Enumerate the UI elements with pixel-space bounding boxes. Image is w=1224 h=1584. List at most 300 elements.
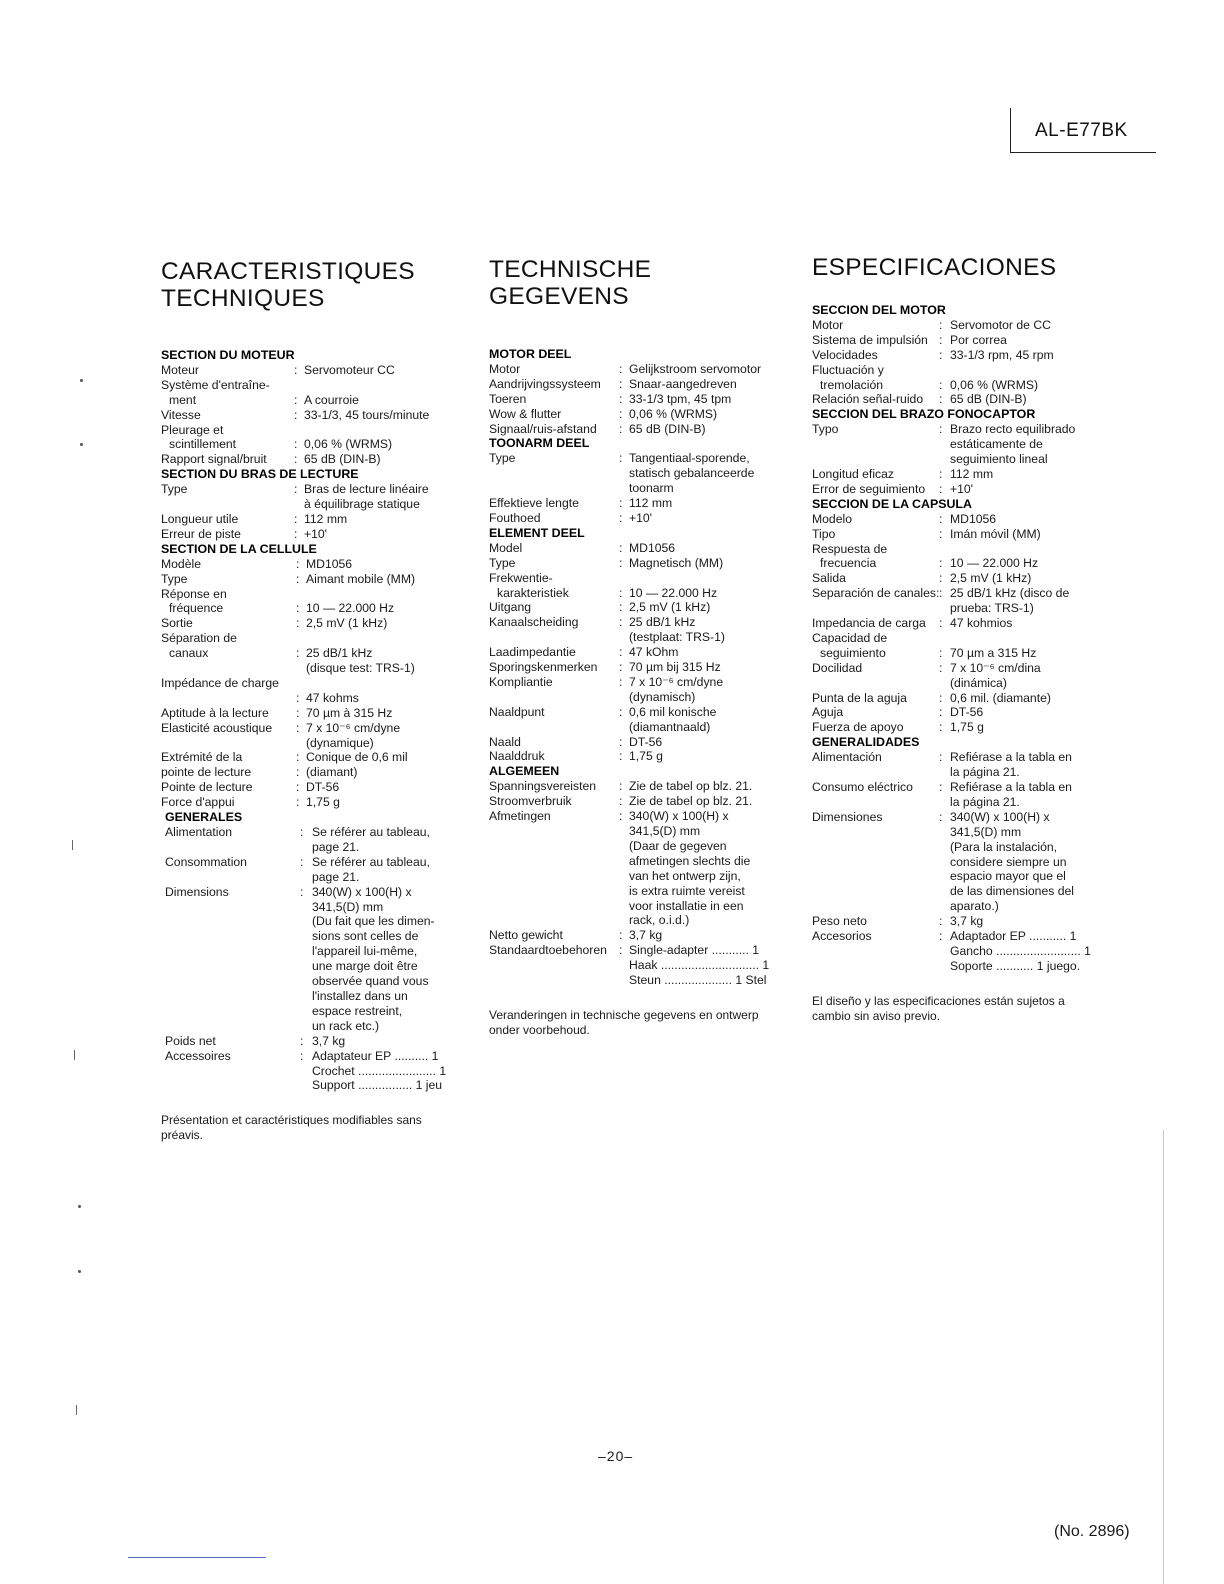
spec-value: 33-1/3 rpm, 45 rpm [950, 347, 1054, 362]
page-number: –20– [598, 1448, 634, 1464]
spec-colon: : [939, 809, 943, 824]
spec-row [161, 378, 461, 393]
spec-value: 0,06 % (WRMS) [629, 406, 718, 421]
spec-value: Adaptador EP ........... 1 [950, 929, 1077, 944]
spec-colon: : [294, 452, 298, 467]
spec-colon: : [619, 406, 623, 421]
spec-colon: : [939, 690, 943, 705]
french-section-arm: SECTION DU BRAS DE LECTURE [161, 467, 359, 482]
spec-value: MD1056 [306, 556, 353, 571]
spec-row [161, 706, 461, 721]
spec-label: Dimensiones [812, 809, 883, 824]
scan-speck [72, 840, 73, 850]
spec-colon: : [619, 749, 623, 764]
spec-row [812, 571, 1102, 586]
spec-row [812, 437, 1102, 452]
spec-row [812, 586, 1102, 601]
spec-colon: : [619, 645, 623, 660]
french-section-general: GENERALES [165, 810, 243, 825]
spec-value: 0,06 % (WRMS) [304, 437, 393, 452]
spec-colon: : [939, 511, 943, 526]
spec-row [165, 929, 461, 944]
dutch-section-arm: TOONARM DEEL [489, 436, 590, 451]
spec-label: Tipo [812, 526, 836, 541]
spec-row [161, 452, 461, 467]
spec-colon: : [939, 332, 943, 347]
spec-value: (Daar de gegeven [629, 838, 727, 853]
french-cartridge-list [161, 557, 461, 810]
spec-row [489, 735, 784, 750]
spec-colon: : [939, 645, 943, 660]
spec-value: observée quand vous [312, 974, 429, 989]
spec-value: 65 dB (DIN-B) [629, 421, 706, 436]
spec-value: 7 x 10⁻⁶ cm/dyne [306, 720, 401, 735]
spec-row [489, 645, 784, 660]
spec-colon: : [300, 825, 304, 839]
spec-label: Pleurage et [161, 422, 224, 437]
spec-colon: : [619, 809, 623, 824]
spec-value: 25 dB/1 kHz [629, 615, 696, 630]
spec-row [812, 899, 1102, 914]
spec-value: DT-56 [629, 734, 663, 749]
spec-row [812, 392, 1102, 407]
spec-value: 2,5 mV (1 kHz) [950, 571, 1032, 586]
spec-row [165, 1078, 461, 1093]
spec-value: 341,5(D) mm [629, 824, 701, 838]
spec-row [161, 750, 461, 765]
spec-row [812, 616, 1102, 631]
spec-label: Aptitude à la lecture [161, 705, 269, 720]
spec-colon: : [939, 526, 943, 541]
spec-row [489, 496, 784, 511]
scan-speck [80, 379, 83, 382]
spec-colon: : [296, 765, 300, 780]
spec-value: 0,6 mil. (diamante) [950, 690, 1051, 705]
spec-colon: : [939, 377, 943, 392]
spec-colon: : [939, 750, 943, 765]
spec-row [812, 527, 1102, 542]
spec-row [489, 899, 784, 914]
dutch-title-line1: TECHNISCHE [489, 256, 652, 283]
spec-colon: : [294, 437, 298, 452]
spec-colon: : [939, 705, 943, 720]
spec-row [161, 572, 461, 587]
french-title-line2: TECHNIQUES [161, 285, 325, 312]
spanish-arm-list [812, 422, 1102, 497]
spec-value: Por correa [950, 332, 1007, 347]
spec-label: Typo [812, 422, 839, 437]
spec-colon: : [619, 928, 623, 943]
spec-label: Elasticité acoustique [161, 720, 273, 735]
spec-value: 0,6 mil konische [629, 704, 717, 719]
dutch-section-cartridge: ELEMENT DEEL [489, 525, 585, 540]
spec-row [812, 482, 1102, 497]
spec-label: Salida [812, 571, 846, 586]
spec-value: la página 21. [950, 765, 1020, 780]
spec-value: Adaptateur EP .......... 1 [312, 1048, 439, 1063]
spec-row [489, 720, 784, 735]
spec-label: karakteristiek [497, 585, 569, 600]
spec-colon: : [939, 660, 943, 675]
spec-colon: : [939, 317, 943, 332]
spec-label: Stroomverbruik [489, 794, 572, 809]
spec-label: Longitud eficaz [812, 466, 894, 481]
spec-value: Support ................ 1 jeu [312, 1078, 443, 1093]
spec-label: Moteur [161, 362, 199, 377]
spec-row [812, 661, 1102, 676]
spec-label: Laadimpedantie [489, 645, 576, 660]
spanish-section-cartridge: SECCION DE LA CAPSULA [812, 496, 972, 511]
spec-value: 0,06 % (WRMS) [950, 377, 1039, 392]
spec-label: Signaal/ruis-afstand [489, 421, 597, 436]
spec-value: +10' [304, 526, 328, 541]
spec-value: Gancho ......................... 1 [950, 943, 1091, 958]
spec-value: 112 mm [950, 466, 994, 481]
spec-value: Crochet ....................... 1 [312, 1063, 447, 1078]
spec-value: 10 — 22.000 Hz [629, 585, 718, 600]
spec-value: 1,75 g [950, 720, 984, 735]
spec-value: considere siempre un [950, 854, 1067, 869]
spec-colon: : [619, 734, 623, 749]
dutch-column [489, 256, 784, 1038]
spec-colon: : [619, 600, 623, 615]
spec-value: statisch gebalanceerde [629, 466, 755, 481]
spec-row [812, 750, 1102, 765]
spec-colon: : [619, 704, 623, 719]
spec-row [165, 1064, 461, 1079]
spec-colon: : [939, 929, 943, 944]
spec-label: Uitgang [489, 600, 532, 615]
spec-colon: : [619, 391, 623, 406]
spec-colon: : [619, 376, 623, 391]
spec-label: Consommation [165, 854, 247, 869]
scan-speck [80, 443, 83, 446]
spec-colon: : [619, 555, 623, 570]
spec-label: Force d'appui [161, 795, 235, 810]
spec-row [812, 720, 1102, 735]
spec-label: Naald [489, 734, 521, 749]
spec-row [812, 467, 1102, 482]
spec-label: Dimensions [165, 884, 229, 899]
spec-row [161, 497, 461, 512]
spec-colon: : [939, 347, 943, 362]
footer-rule [128, 1557, 266, 1558]
spec-value: l'installez dans un [312, 988, 408, 1003]
spec-label: Longueur utile [161, 511, 239, 526]
spec-value: (testplaat: TRS-1) [629, 630, 725, 645]
spec-row [489, 571, 784, 586]
spec-colon: : [619, 540, 623, 555]
spec-value: Refiérase a la tabla en [950, 780, 1072, 794]
spec-value: MD1056 [629, 540, 676, 555]
spec-label: Erreur de piste [161, 526, 241, 541]
spec-label: Afmetingen [489, 809, 551, 824]
spec-value: 7 x 10⁻⁶ cm/dyne [629, 674, 724, 689]
spec-row [161, 795, 461, 810]
spec-colon: : [294, 526, 298, 541]
spec-colon: : [296, 556, 300, 571]
spec-label: Aguja [812, 705, 844, 720]
spec-row [161, 512, 461, 527]
spec-row [812, 884, 1102, 899]
spec-row [165, 1019, 461, 1034]
spec-label: Naalddruk [489, 749, 545, 764]
spec-value: Conique de 0,6 mil [306, 750, 408, 765]
spec-value: 70 µm bij 315 Hz [629, 660, 721, 675]
spec-value: DT-56 [306, 780, 340, 795]
spec-row [489, 705, 784, 720]
spanish-note [812, 994, 1102, 1024]
spec-label: Extrémité de la [161, 750, 243, 765]
spec-colon: : [300, 854, 304, 869]
scan-speck [74, 1050, 75, 1060]
spec-row [489, 749, 784, 764]
spec-row [489, 839, 784, 854]
spec-value: +10' [950, 481, 974, 496]
spec-row [161, 616, 461, 631]
spec-row [489, 928, 784, 943]
french-column [161, 258, 461, 1143]
spec-colon: : [619, 615, 623, 630]
french-note [161, 1113, 461, 1143]
spec-value: Bras de lecture linéaire [304, 482, 429, 497]
spec-value: Tangentiaal-sporende, [629, 451, 750, 466]
spec-value: 112 mm [304, 511, 348, 526]
spec-row [161, 557, 461, 572]
spec-value: 1,75 g [629, 749, 663, 764]
spec-row [812, 348, 1102, 363]
spec-colon: : [296, 750, 300, 765]
spec-colon: : [619, 510, 623, 525]
spec-value: (disque test: TRS-1) [306, 661, 415, 676]
spec-row [812, 810, 1102, 825]
spec-row [165, 989, 461, 1004]
spec-label: fréquence [169, 601, 224, 616]
spec-row [489, 556, 784, 571]
dutch-general-list [489, 779, 784, 988]
spec-colon: : [300, 1048, 304, 1063]
dutch-cartridge-list [489, 541, 784, 765]
spec-label: Séparation de [161, 631, 237, 646]
french-note-line2: préavis. [161, 1128, 204, 1143]
dutch-title-line2: GEGEVENS [489, 283, 629, 310]
spec-value: DT-56 [950, 705, 984, 720]
spec-value: van het ontwerp zijn, [629, 868, 741, 883]
spec-row [812, 556, 1102, 571]
spec-row [812, 929, 1102, 944]
spec-value: voor installatie in een [629, 898, 744, 913]
spec-label: Consumo eléctrico [812, 780, 913, 794]
spec-label: Accessoires [165, 1048, 231, 1063]
spec-label: Impédance de charge [161, 675, 279, 690]
spec-row [489, 466, 784, 481]
spec-row [489, 586, 784, 601]
spec-colon: : [939, 556, 943, 571]
spec-value: 47 kohms [306, 690, 359, 705]
dutch-section-motor: MOTOR DEEL [489, 347, 572, 361]
dutch-section-general: ALGEMEEN [489, 764, 560, 779]
spec-row [489, 392, 784, 407]
spec-colon: : [300, 1033, 304, 1048]
spec-row [165, 840, 461, 855]
spec-colon: : [296, 601, 300, 616]
spec-value: Refiérase a la tabla en [950, 750, 1072, 765]
spec-row [812, 944, 1102, 959]
spanish-note-line2: cambio sin aviso previo. [812, 1008, 941, 1023]
spec-value: estáticamente de [950, 437, 1043, 452]
spec-value: 341,5(D) mm [950, 824, 1022, 839]
spec-label: Peso neto [812, 914, 867, 929]
spec-row [489, 362, 784, 377]
spec-row [165, 1034, 461, 1049]
spec-value: 112 mm [629, 496, 673, 511]
spec-row [489, 779, 784, 794]
spanish-column [812, 254, 1102, 1024]
spec-colon: : [296, 616, 300, 631]
spec-row [161, 691, 461, 706]
spec-label: Kompliantie [489, 674, 553, 689]
spec-label: Relación señal-ruido [812, 392, 924, 407]
french-note-line1: Présentation et caractéristiques modifiables sans [161, 1113, 422, 1128]
spec-row [489, 511, 784, 526]
spec-value: (Du fait que les dimen- [312, 914, 435, 929]
spec-row [161, 780, 461, 795]
spec-colon: : [619, 779, 623, 794]
spec-row [161, 631, 461, 646]
document-number: (No. 2896) [1054, 1523, 1130, 1540]
spec-label: canaux [169, 646, 209, 661]
scan-speck [76, 1405, 77, 1415]
spec-value: Snaar-aangedreven [629, 376, 737, 391]
spec-label: Capacidad de [812, 630, 888, 645]
spec-value: 25 dB/1 kHz [306, 646, 373, 661]
spec-label: Netto gewicht [489, 928, 563, 943]
spec-label: Docilidad [812, 660, 863, 675]
spec-row [489, 884, 784, 899]
spec-label: Punta de la aguja [812, 690, 907, 705]
spec-label: Motor [489, 361, 521, 376]
dutch-note [489, 1008, 784, 1038]
spec-label: Type [489, 451, 516, 466]
spec-label: Error de seguimiento [812, 481, 926, 496]
spec-row [161, 363, 461, 378]
spec-value: toonarm [629, 481, 674, 496]
spec-label: Model [489, 540, 523, 555]
spec-colon: : [294, 362, 298, 377]
spec-label: Vitesse [161, 407, 201, 422]
scan-speck [78, 1205, 81, 1208]
spec-value: 3,7 kg [950, 914, 984, 929]
spec-value: (dinámica) [950, 675, 1007, 690]
spec-value: 70 µm à 315 Hz [306, 705, 393, 720]
spec-row [489, 854, 784, 869]
spanish-general-list [812, 750, 1102, 974]
model-number: AL-E77BK [1035, 120, 1128, 141]
spec-label: Naaldpunt [489, 704, 545, 719]
spec-row [812, 646, 1102, 661]
spec-label: Modelo [812, 511, 852, 526]
spec-row [161, 408, 461, 423]
spec-label: Poids net [165, 1033, 216, 1048]
spec-label: Alimentation [165, 825, 233, 839]
spec-value: 33-1/3, 45 tours/minute [304, 407, 430, 422]
spec-row [812, 318, 1102, 333]
spec-row [489, 809, 784, 824]
spec-row [812, 363, 1102, 378]
spec-row [489, 541, 784, 556]
spec-value: un rack etc.) [312, 1018, 380, 1033]
spec-value: (diamant) [306, 765, 358, 780]
spec-row [489, 377, 784, 392]
spec-colon: : [619, 451, 623, 466]
spec-value: Servomoteur CC [304, 362, 395, 377]
spec-label: Alimentación [812, 750, 882, 765]
spec-value: A courroie [304, 392, 359, 407]
spec-row [812, 765, 1102, 780]
spec-row [489, 869, 784, 884]
spec-label: Fuerza de apoyo [812, 720, 904, 735]
spec-colon: : [294, 482, 298, 497]
spec-label: Sistema de impulsión [812, 332, 928, 347]
spec-colon: : [619, 794, 623, 809]
spec-value: (dynamisch) [629, 689, 696, 704]
spec-value: seguimiento lineal [950, 452, 1048, 467]
spec-value: 3,7 kg [629, 928, 663, 943]
spec-row [489, 422, 784, 437]
spec-value: une marge doit être [312, 959, 418, 974]
spec-value: 47 kOhm [629, 645, 679, 660]
spec-value: rack, o.i.d.) [629, 913, 690, 928]
spec-row [161, 765, 461, 780]
spec-colon: : [619, 421, 623, 436]
spec-label: Impedancia de carga [812, 616, 926, 631]
spec-row [489, 958, 784, 973]
spec-label: frecuencia [820, 556, 877, 571]
spec-row [165, 885, 461, 900]
spec-value: 1,75 g [306, 795, 340, 810]
spec-value: Se référer au tableau, [312, 825, 430, 839]
spec-row [812, 959, 1102, 974]
spanish-note-line1: El diseño y las especificaciones están sujetos a [812, 993, 1065, 1008]
spec-label: Sortie [161, 616, 193, 631]
spec-value: de las dimensiones del [950, 884, 1074, 899]
spec-row [165, 959, 461, 974]
spec-value: 2,5 mV (1 kHz) [629, 600, 711, 615]
spec-row [165, 914, 461, 929]
spec-row [489, 660, 784, 675]
spec-row [812, 780, 1102, 795]
spec-colon: : [296, 690, 300, 705]
spec-value: prueba: TRS-1) [950, 601, 1034, 616]
spec-value: Soporte ........... 1 juego. [950, 958, 1081, 973]
spec-value: +10' [629, 510, 653, 525]
spec-label: Fluctuación y [812, 362, 884, 377]
spec-value: Brazo recto equilibrado [950, 422, 1076, 437]
spec-label: ment [169, 392, 197, 407]
spec-row [161, 721, 461, 736]
spec-label: Pointe de lecture [161, 780, 253, 795]
spec-value: aparato.) [950, 899, 999, 914]
spec-value: Zie de tabel op blz. 21. [629, 779, 753, 794]
spec-label: Système d'entraîne- [161, 377, 270, 392]
spanish-cartridge-list [812, 512, 1102, 736]
spec-row [489, 824, 784, 839]
spec-value: l'appareil lui-même, [312, 944, 418, 959]
spec-label: Réponse en [161, 586, 227, 601]
spec-row [161, 646, 461, 661]
spec-colon: : [296, 571, 300, 586]
spec-row [489, 481, 784, 496]
